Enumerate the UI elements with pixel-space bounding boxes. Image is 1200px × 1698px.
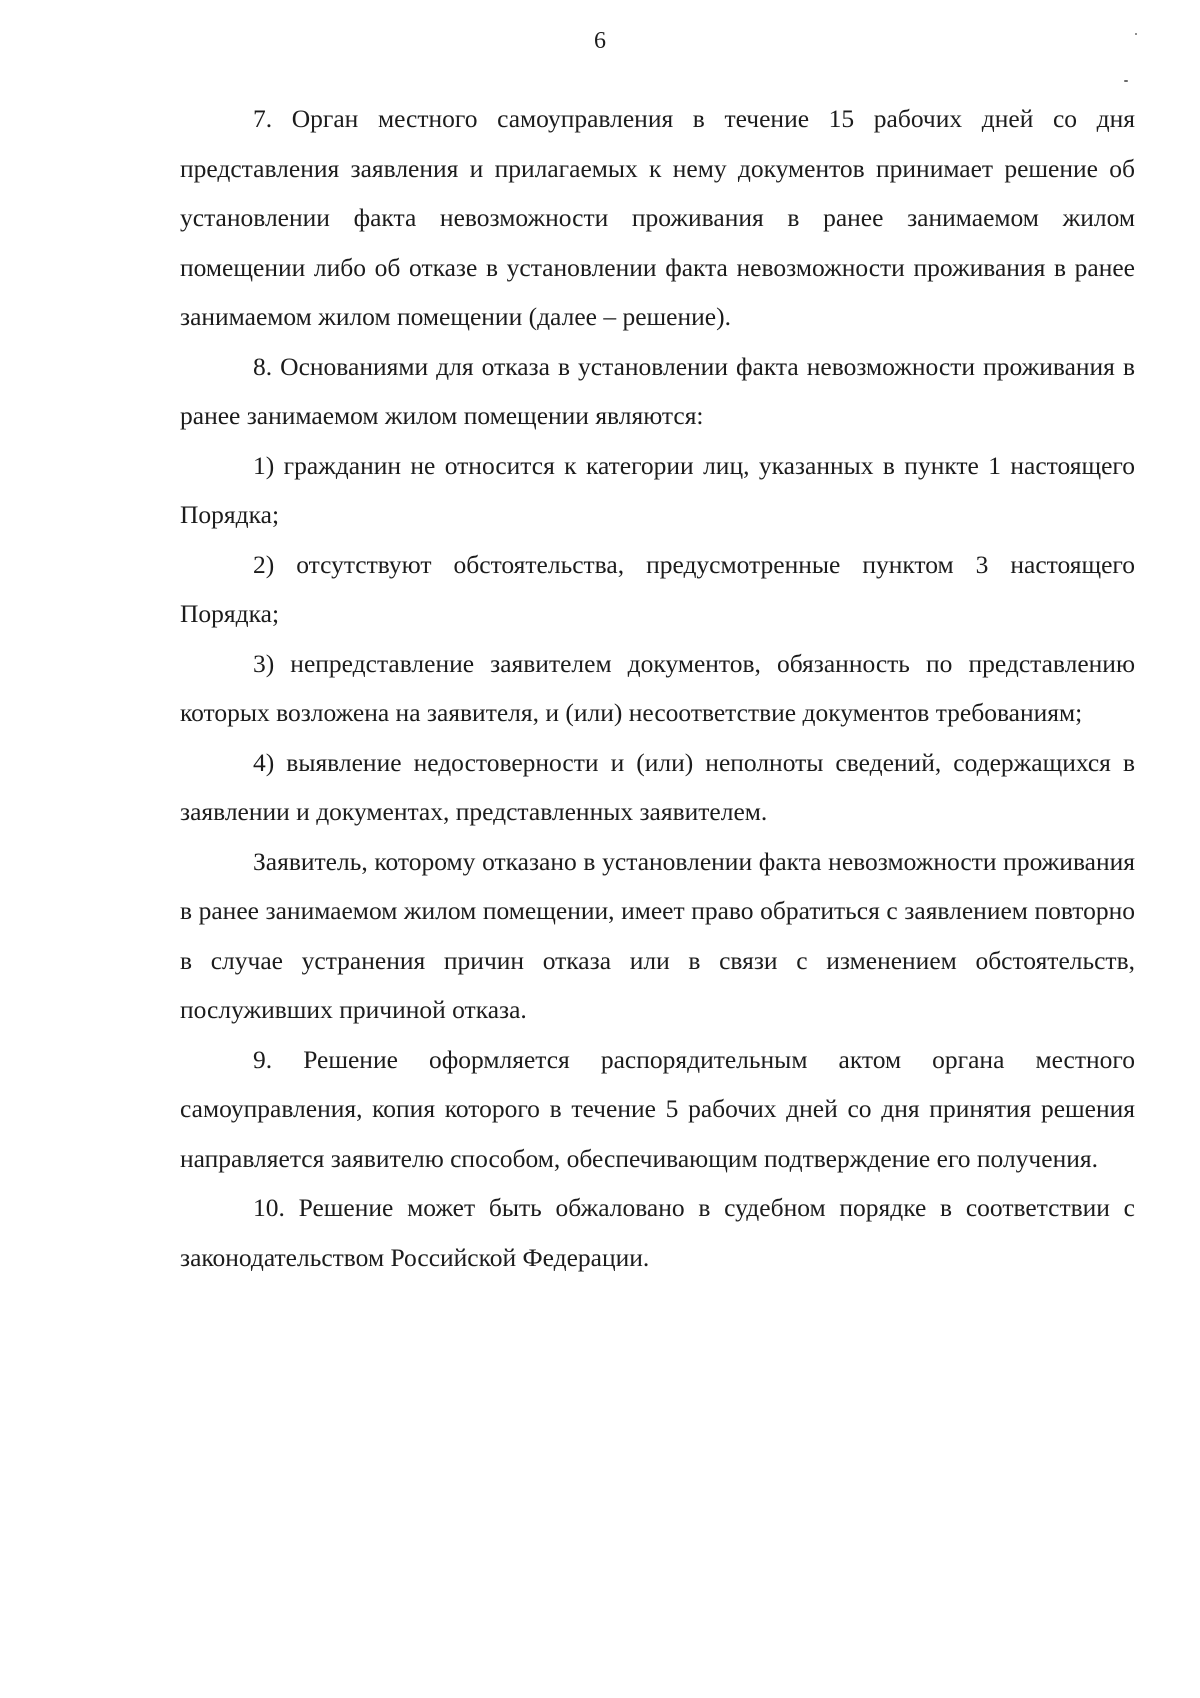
page-number: 6 (594, 28, 606, 54)
list-item-4: 4) выявление недостоверности и (или) неполноты сведений, содержащихся в заявлении и документах, представленных заявителем. (180, 747, 1135, 826)
applicant-right-paragraph: Заявитель, которому отказано в установлении факта невозможности проживания в ранее занимаемом жилом помещении, имеет право обратиться с заявлением повторно в случае устранения причин отказа или в связи с изменением обстоятельств, послуживших причиной отказа. (180, 846, 1135, 1024)
scan-speck (1135, 33, 1137, 35)
list-item-1: 1) гражданин не относится к категории лиц, указанных в пункте 1 настоящего Порядка; (180, 450, 1135, 529)
document-body (180, 94, 1135, 1282)
paragraph-7: 7. Орган местного самоуправления в течение 15 рабочих дней со дня представления заявления и прилагаемых к нему документов принимает решение об установлении факта невозможности проживания в ранее занимаемом жилом помещении либо об отказе в установлении факта невозможности проживания в ранее занимаемом жилом помещении (далее – решение). (180, 104, 1135, 331)
paragraph-9: 9. Решение оформляется распорядительным актом органа местного самоуправления, копия которого в течение 5 рабочих дней со дня принятия решения направляется заявителю способом, обеспечивающим подтверждение его получения. (180, 1044, 1135, 1173)
paragraph-8: 8. Основаниями для отказа в установлении факта невозможности проживания в ранее занимаемом жилом помещении являются: (180, 351, 1135, 430)
paragraph-10: 10. Решение может быть обжаловано в судебном порядке в соответствии с законодательством Российской Федерации. (180, 1193, 1135, 1272)
list-item-3: 3) непредставление заявителем документов, обязанность по представлению которых возложена на заявителя, и (или) несоответствие документов требованиям; (180, 648, 1135, 727)
list-item-2: 2) отсутствуют обстоятельства, предусмотренные пунктом 3 настоящего Порядка; (180, 549, 1135, 628)
scan-speck (1124, 80, 1128, 82)
